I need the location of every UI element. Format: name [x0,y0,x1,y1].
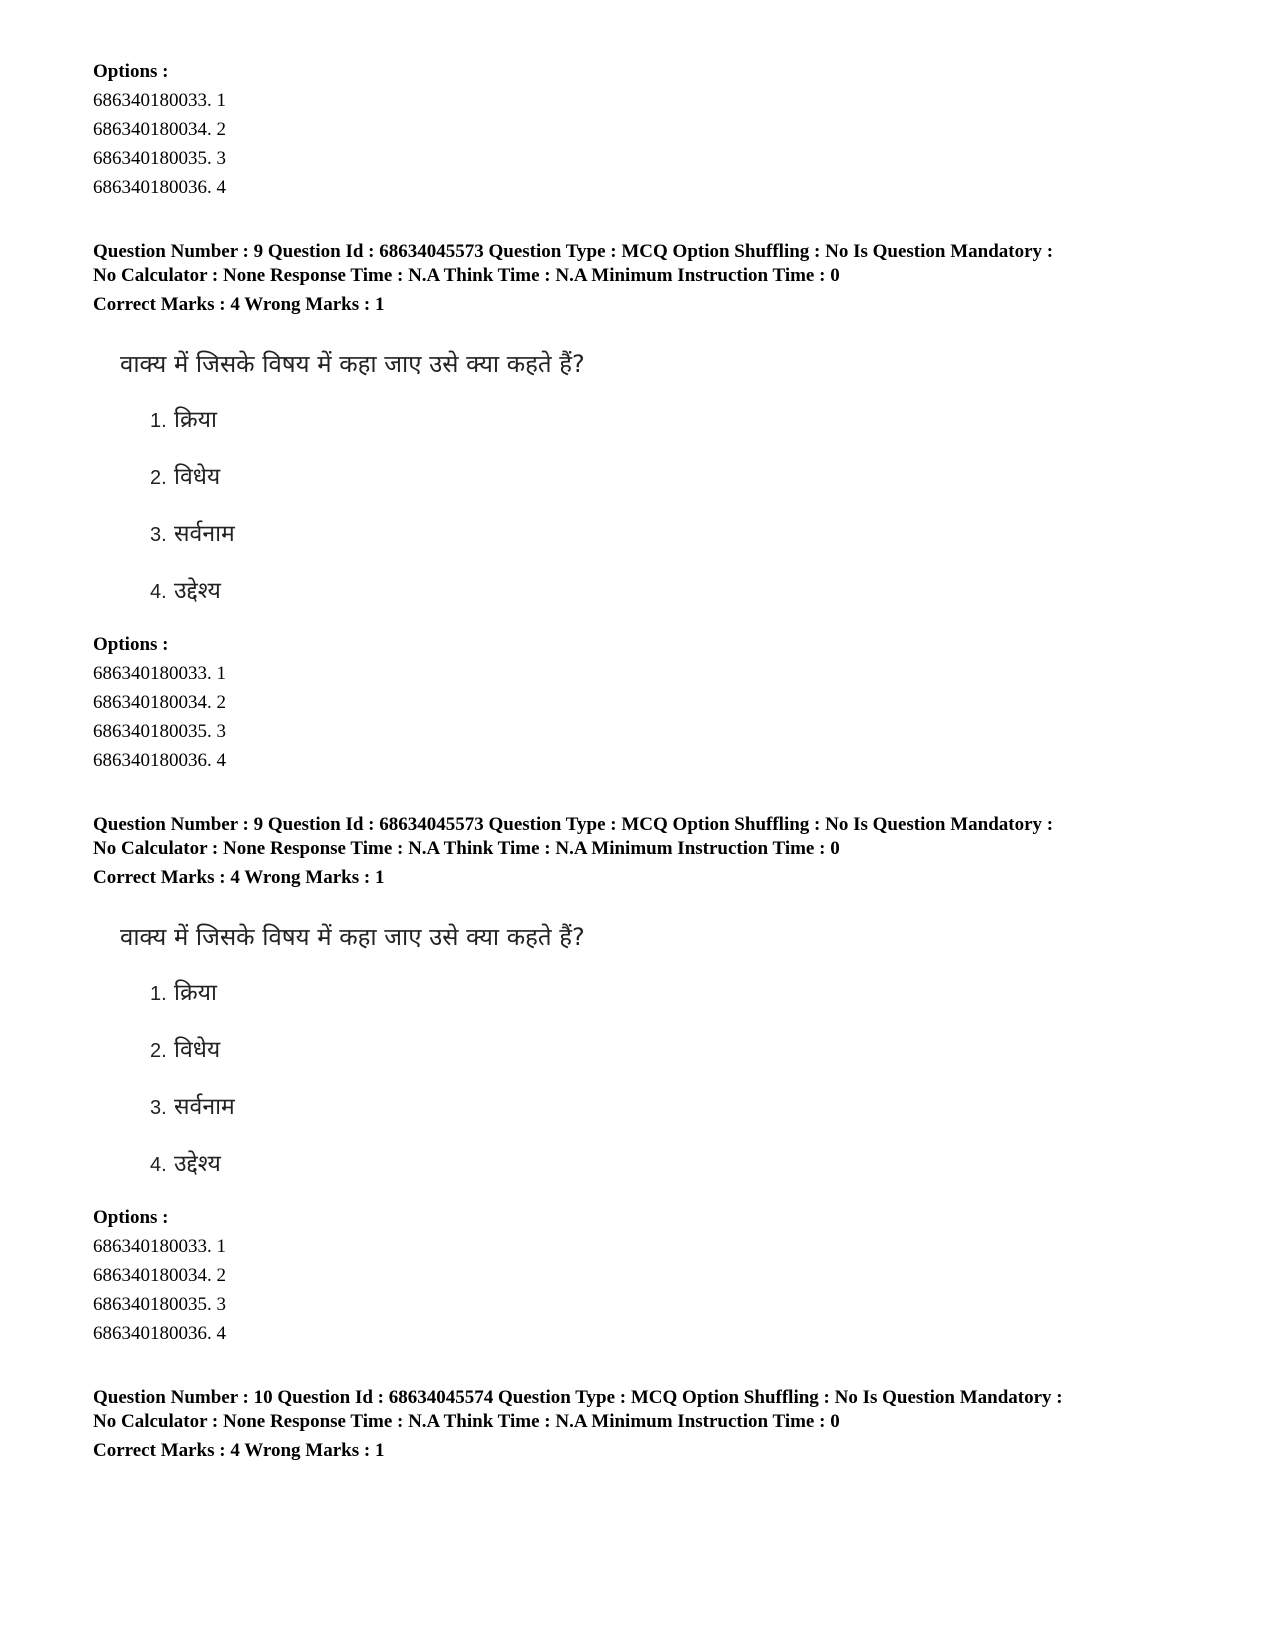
question-image [120,347,585,609]
choice-item [150,403,585,438]
choice-number: 4. [150,581,167,603]
choice-item [150,1147,585,1182]
option-line: 686340180035. 3 [93,721,226,742]
choice-number: 1. [150,410,167,432]
choice-text: सर्वनाम [174,521,235,547]
choice-text: विधेय [174,1037,221,1063]
choice-text: विधेय [174,464,221,490]
choice-text: क्रिया [174,407,217,433]
question-meta-line-2: No Calculator : None Response Time : N.A Think Time : N.A Minimum Instruction Time : 0 [93,838,840,859]
option-line: 686340180033. 1 [93,90,226,111]
options-block [93,630,226,775]
options-block [93,1203,226,1348]
choice-item [150,976,585,1011]
question-text: वाक्य में जिसके विषय में कहा जाए उसे क्या कहते हैं? [120,923,585,951]
question-marks: Correct Marks : 4 Wrong Marks : 1 [93,1440,385,1461]
option-line: 686340180035. 3 [93,148,226,169]
option-line: 686340180036. 4 [93,1323,226,1344]
choice-number: 2. [150,467,167,489]
question-image [120,920,585,1182]
question-meta-line-2: No Calculator : None Response Time : N.A Think Time : N.A Minimum Instruction Time : 0 [93,1411,840,1432]
option-line: 686340180033. 1 [93,1236,226,1257]
question-meta-line-2: No Calculator : None Response Time : N.A Think Time : N.A Minimum Instruction Time : 0 [93,265,840,286]
choice-number: 4. [150,1154,167,1176]
option-line: 686340180034. 2 [93,1265,226,1286]
options-label: Options : [93,1207,169,1228]
option-line: 686340180034. 2 [93,119,226,140]
options-label: Options : [93,634,169,655]
choice-text: उद्देश्य [174,578,221,604]
choice-number: 3. [150,524,167,546]
choice-text: सर्वनाम [174,1094,235,1120]
options-block [93,57,226,202]
question-marks: Correct Marks : 4 Wrong Marks : 1 [93,294,385,315]
option-line: 686340180034. 2 [93,692,226,713]
choice-item [150,1090,585,1125]
option-line: 686340180036. 4 [93,750,226,771]
question-meta-line-1: Question Number : 9 Question Id : 68634045573 Question Type : MCQ Option Shuffling : No Is Question Mandatory : [93,241,1054,262]
choice-number: 3. [150,1097,167,1119]
option-line: 686340180036. 4 [93,177,226,198]
choice-item [150,517,585,552]
question-meta-line-1: Question Number : 10 Question Id : 68634045574 Question Type : MCQ Option Shuffling : No Is Question Mandatory : [93,1387,1063,1408]
question-marks: Correct Marks : 4 Wrong Marks : 1 [93,867,385,888]
option-line: 686340180035. 3 [93,1294,226,1315]
choice-number: 1. [150,983,167,1005]
option-line: 686340180033. 1 [93,663,226,684]
question-header [93,1386,1063,1463]
choice-item [150,460,585,495]
question-header [93,240,1053,317]
choice-item [150,574,585,609]
question-header [93,813,1053,890]
question-text: वाक्य में जिसके विषय में कहा जाए उसे क्या कहते हैं? [120,350,585,378]
choice-number: 2. [150,1040,167,1062]
choice-item [150,1033,585,1068]
choice-text: उद्देश्य [174,1151,221,1177]
options-label: Options : [93,61,169,82]
choice-text: क्रिया [174,980,217,1006]
question-meta-line-1: Question Number : 9 Question Id : 68634045573 Question Type : MCQ Option Shuffling : No Is Question Mandatory : [93,814,1054,835]
